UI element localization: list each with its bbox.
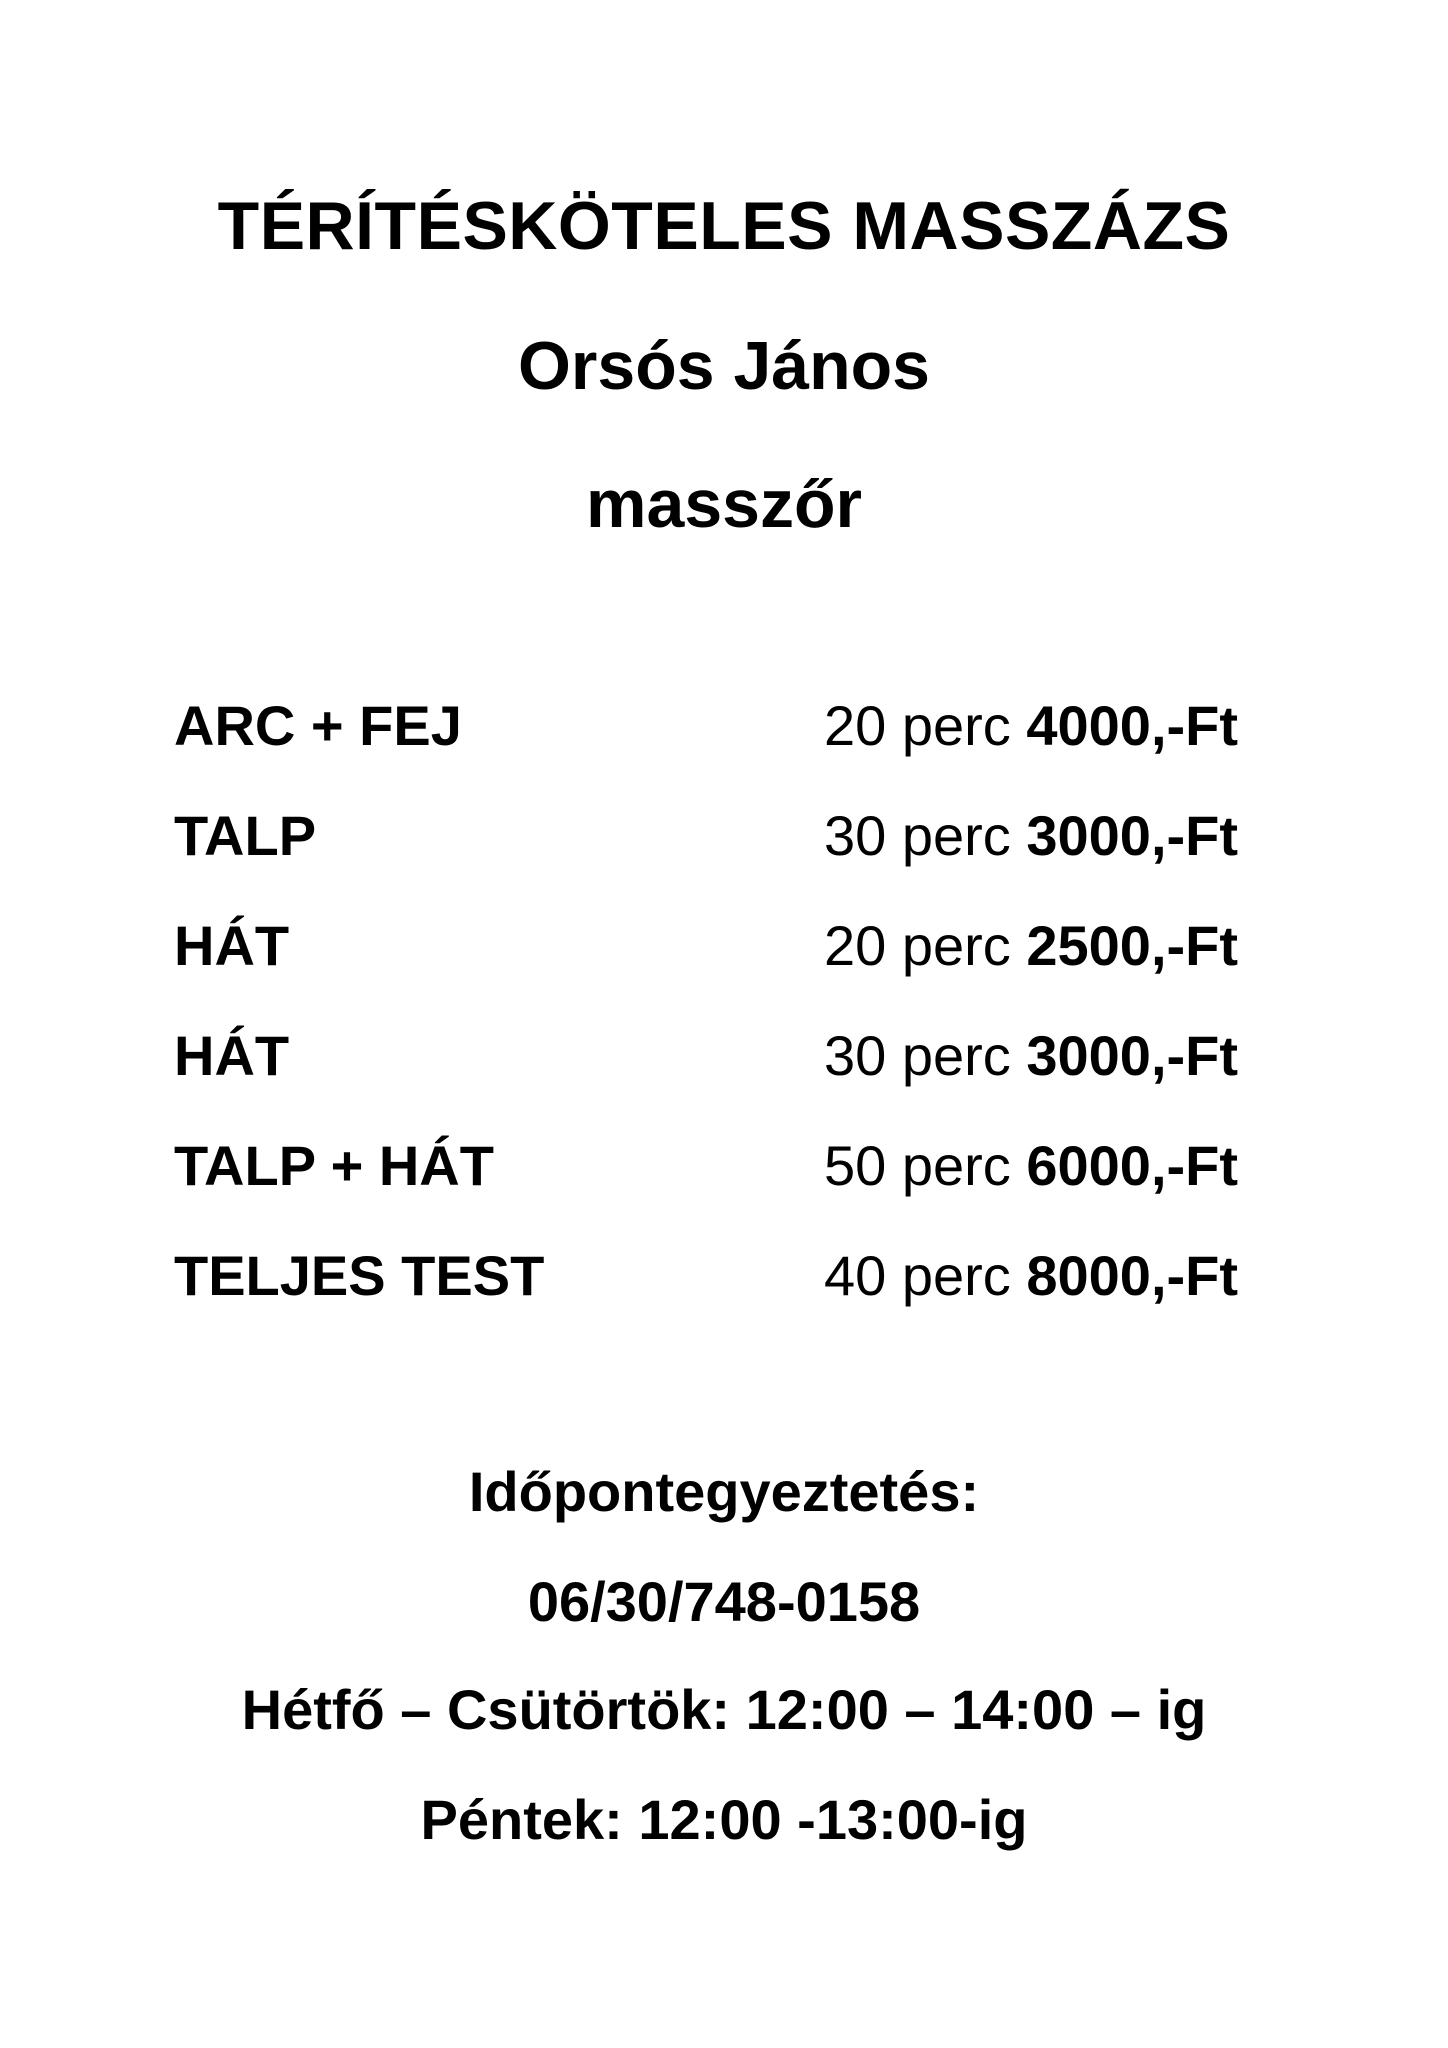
- service-name: TELJES TEST: [174, 1244, 545, 1307]
- masseur-name: Orsós János: [518, 328, 930, 404]
- service-row: [174, 1126, 1238, 1236]
- service-amount: 4000,-Ft: [1026, 694, 1238, 757]
- service-row: [174, 906, 1238, 1016]
- service-name: ARC + FEJ: [174, 694, 462, 757]
- service-name: TALP + HÁT: [174, 1134, 494, 1197]
- service-row: [174, 796, 1238, 906]
- service-row: [174, 686, 1238, 796]
- service-duration: 20 perc: [824, 694, 1011, 757]
- page-title: TÉRÍTÉSKÖTELES MASSZÁZS: [217, 188, 1231, 264]
- service-duration: 40 perc: [824, 1244, 1011, 1307]
- service-amount: 3000,-Ft: [1026, 1024, 1238, 1087]
- masseur-role: masszőr: [586, 466, 862, 542]
- service-name: HÁT: [174, 914, 290, 977]
- service-price: [824, 686, 1238, 766]
- service-price: [824, 1236, 1238, 1316]
- service-duration: 50 perc: [824, 1134, 1011, 1197]
- phone-number: 06/30/748-0158: [527, 1570, 921, 1633]
- service-price-list: [174, 686, 1238, 1346]
- service-duration: 30 perc: [824, 804, 1011, 867]
- service-amount: 3000,-Ft: [1026, 804, 1238, 867]
- service-price: [824, 1126, 1238, 1206]
- service-price: [824, 796, 1238, 876]
- service-row: [174, 1236, 1238, 1346]
- opening-hours-friday: Péntek: 12:00 -13:00-ig: [420, 1788, 1028, 1851]
- booking-label: Időpontegyeztetés:: [468, 1460, 980, 1523]
- service-row: [174, 1016, 1238, 1126]
- service-name: TALP: [174, 804, 317, 867]
- service-duration: 20 perc: [824, 914, 1011, 977]
- opening-hours-weekdays: Hétfő – Csütörtök: 12:00 – 14:00 – ig: [241, 1678, 1207, 1741]
- service-duration: 30 perc: [824, 1024, 1011, 1087]
- service-price: [824, 906, 1238, 986]
- service-amount: 8000,-Ft: [1026, 1244, 1238, 1307]
- service-price: [824, 1016, 1238, 1096]
- service-name: HÁT: [174, 1024, 290, 1087]
- service-amount: 6000,-Ft: [1026, 1134, 1238, 1197]
- service-amount: 2500,-Ft: [1026, 914, 1238, 977]
